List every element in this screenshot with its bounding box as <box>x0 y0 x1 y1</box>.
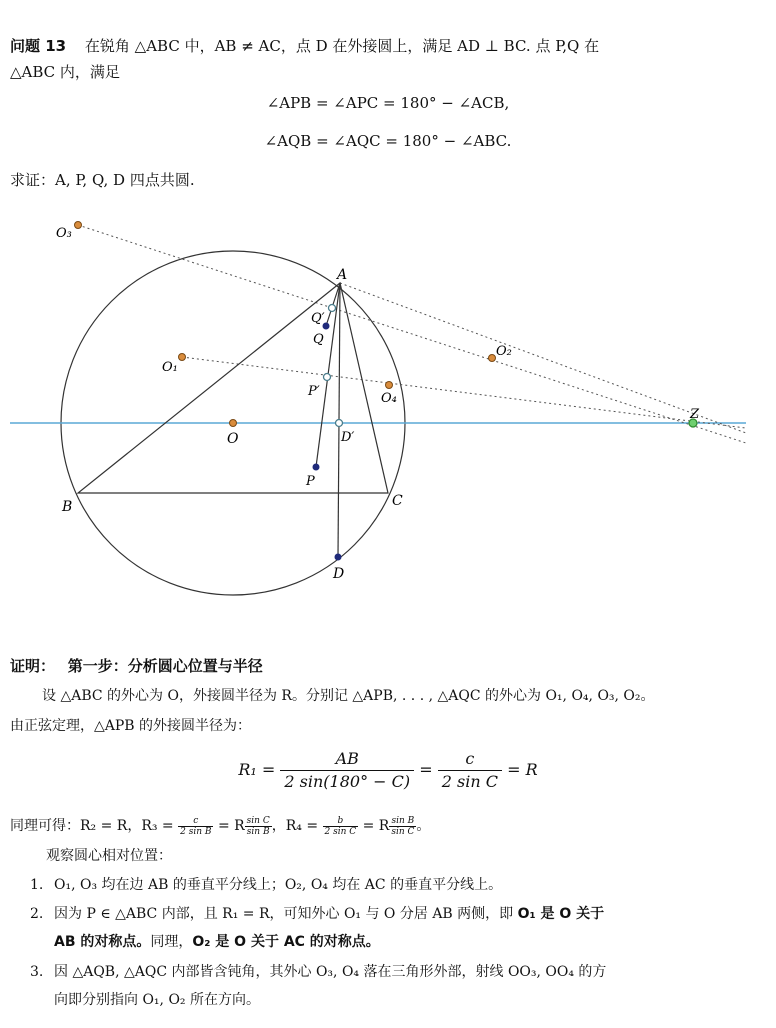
point-p <box>313 464 320 471</box>
item-2-line-2 <box>54 932 380 952</box>
item-1-num: 1. <box>30 877 44 893</box>
proof-heading <box>10 656 263 676</box>
point-o1 <box>179 354 186 361</box>
proof-heading-prefix: 证明： <box>10 657 56 675</box>
eq-frac2-num: c <box>438 748 502 771</box>
point-o4 <box>386 382 393 389</box>
p3-f1-num: c <box>178 816 213 827</box>
problem-text-1: 在锐角 △ABC 中，AB ≠ AC，点 D 在外接圆上，满足 AD ⊥ BC. 点 P,Q 在 <box>84 37 600 55</box>
eq-frac1-den: 2 sin(180° − C) <box>284 772 411 791</box>
eq-frac1-num: AB <box>280 748 414 771</box>
label-q-prime: Q′ <box>311 311 325 326</box>
p3-frac-2 <box>245 816 272 837</box>
p3-frac-4 <box>389 816 416 837</box>
label-p: P <box>306 474 315 489</box>
equation-r1 <box>0 748 776 793</box>
label-a: A <box>337 267 348 283</box>
p3-f2-den: sin B <box>246 826 270 837</box>
item-3-num: 3. <box>30 964 44 980</box>
point-o3 <box>75 222 82 229</box>
item-3-text-a: 因 △AQB, △AQC 内部皆含钝角，其外心 O₃, O₄ 落在三角形外部，射线 OO₃, OO₄ 的方 <box>54 964 607 980</box>
label-o4: O₄ <box>381 391 397 406</box>
proof-para-4: 观察圆心相对位置： <box>46 848 172 864</box>
label-q: Q <box>313 332 324 347</box>
proof-para-1: 设 △ABC 的外心为 O，外接圆半径为 R。分别记 △APB, . . . , △AQC 的外心为 O₁, O₄, O₃, O₂。 <box>42 688 655 704</box>
problem-line-1 <box>10 36 599 56</box>
label-o1: O₁ <box>162 360 178 375</box>
label-o: O <box>227 431 239 447</box>
point-o <box>230 420 237 427</box>
label-o2: O₂ <box>496 344 512 359</box>
triangle-abc <box>78 283 388 493</box>
eq-mid: = <box>419 760 433 779</box>
eq-r1-lhs: R₁ = <box>238 760 276 779</box>
label-d-prime: D′ <box>341 430 355 445</box>
label-p-prime: P′ <box>308 384 320 399</box>
label-c: C <box>392 493 403 509</box>
item-2-line-1 <box>54 904 604 924</box>
p3-e: 。 <box>416 818 431 834</box>
point-d <box>335 554 342 561</box>
p3-f4-num: sin B <box>389 816 416 827</box>
item-2-text-a: 因为 P ∈ △ABC 内部，且 R₁ = R，可知外心 O₁ 与 O 分居 AB 两侧，即 <box>54 906 518 922</box>
p3-frac-3 <box>323 816 359 837</box>
point-d-prime <box>336 420 343 427</box>
point-q-prime <box>329 305 336 312</box>
label-o3: O₃ <box>56 226 72 241</box>
p3-f1-den: 2 sin B <box>180 826 212 837</box>
p3-d: = R <box>362 818 390 834</box>
proof-heading-step: 第一步：分析圆心位置与半径 <box>67 657 263 675</box>
item-1-text: O₁, O₃ 均在边 AB 的垂直平分线上；O₂, O₄ 均在 AC 的垂直平分线上。 <box>54 877 503 893</box>
eq-fraction-2 <box>438 748 502 793</box>
p3-a: 同理可得：R₂ = R，R₃ = <box>10 818 174 834</box>
p3-b: = R <box>217 818 245 834</box>
item-2-text-b: O₁ 是 O 关于 <box>517 906 605 922</box>
dotted-o3-z <box>78 225 746 443</box>
p3-frac-1 <box>178 816 213 837</box>
item-3-text-b: 向即分别指向 O₁, O₂ 所在方向。 <box>54 992 260 1008</box>
geometry-figure <box>0 205 776 625</box>
p3-f2-num: sin C <box>246 815 270 826</box>
eq-rhs: = R <box>507 760 538 779</box>
item-2-text-d: 同理， <box>150 934 193 950</box>
p3-c: ，R₄ = <box>271 818 319 834</box>
dotted-o1-z <box>182 357 746 428</box>
problem-text-2: △ABC 内，满足 <box>10 63 120 81</box>
dotted-a-z <box>340 283 746 433</box>
item-2-text-c: AB 的对称点。 <box>54 934 151 950</box>
point-o2 <box>489 355 496 362</box>
item-2-num: 2. <box>30 906 44 922</box>
proof-para-2: 由正弦定理，△APB 的外接圆半径为： <box>10 718 252 734</box>
item-2-text-e: O₂ 是 O 关于 AC 的对称点。 <box>192 934 380 950</box>
p3-f3-num: b <box>323 816 359 827</box>
problem-goal: 求证：A, P, Q, D 四点共圆. <box>10 171 195 189</box>
label-z: Z <box>690 407 700 422</box>
p3-f3-den: 2 sin C <box>324 826 357 837</box>
eq-fraction-1 <box>280 748 414 793</box>
p3-f4-den: sin C <box>391 826 415 837</box>
label-b: B <box>62 499 73 515</box>
problem-label: 问题 13 <box>10 37 67 55</box>
equation-apb: ∠APB = ∠APC = 180° − ∠ACB, <box>266 94 510 112</box>
proof-para-3 <box>10 814 430 838</box>
eq-frac2-den: 2 sin C <box>441 772 498 791</box>
label-d: D <box>333 566 345 582</box>
equation-aqb: ∠AQB = ∠AQC = 180° − ∠ABC. <box>264 132 512 150</box>
point-p-prime <box>324 374 331 381</box>
